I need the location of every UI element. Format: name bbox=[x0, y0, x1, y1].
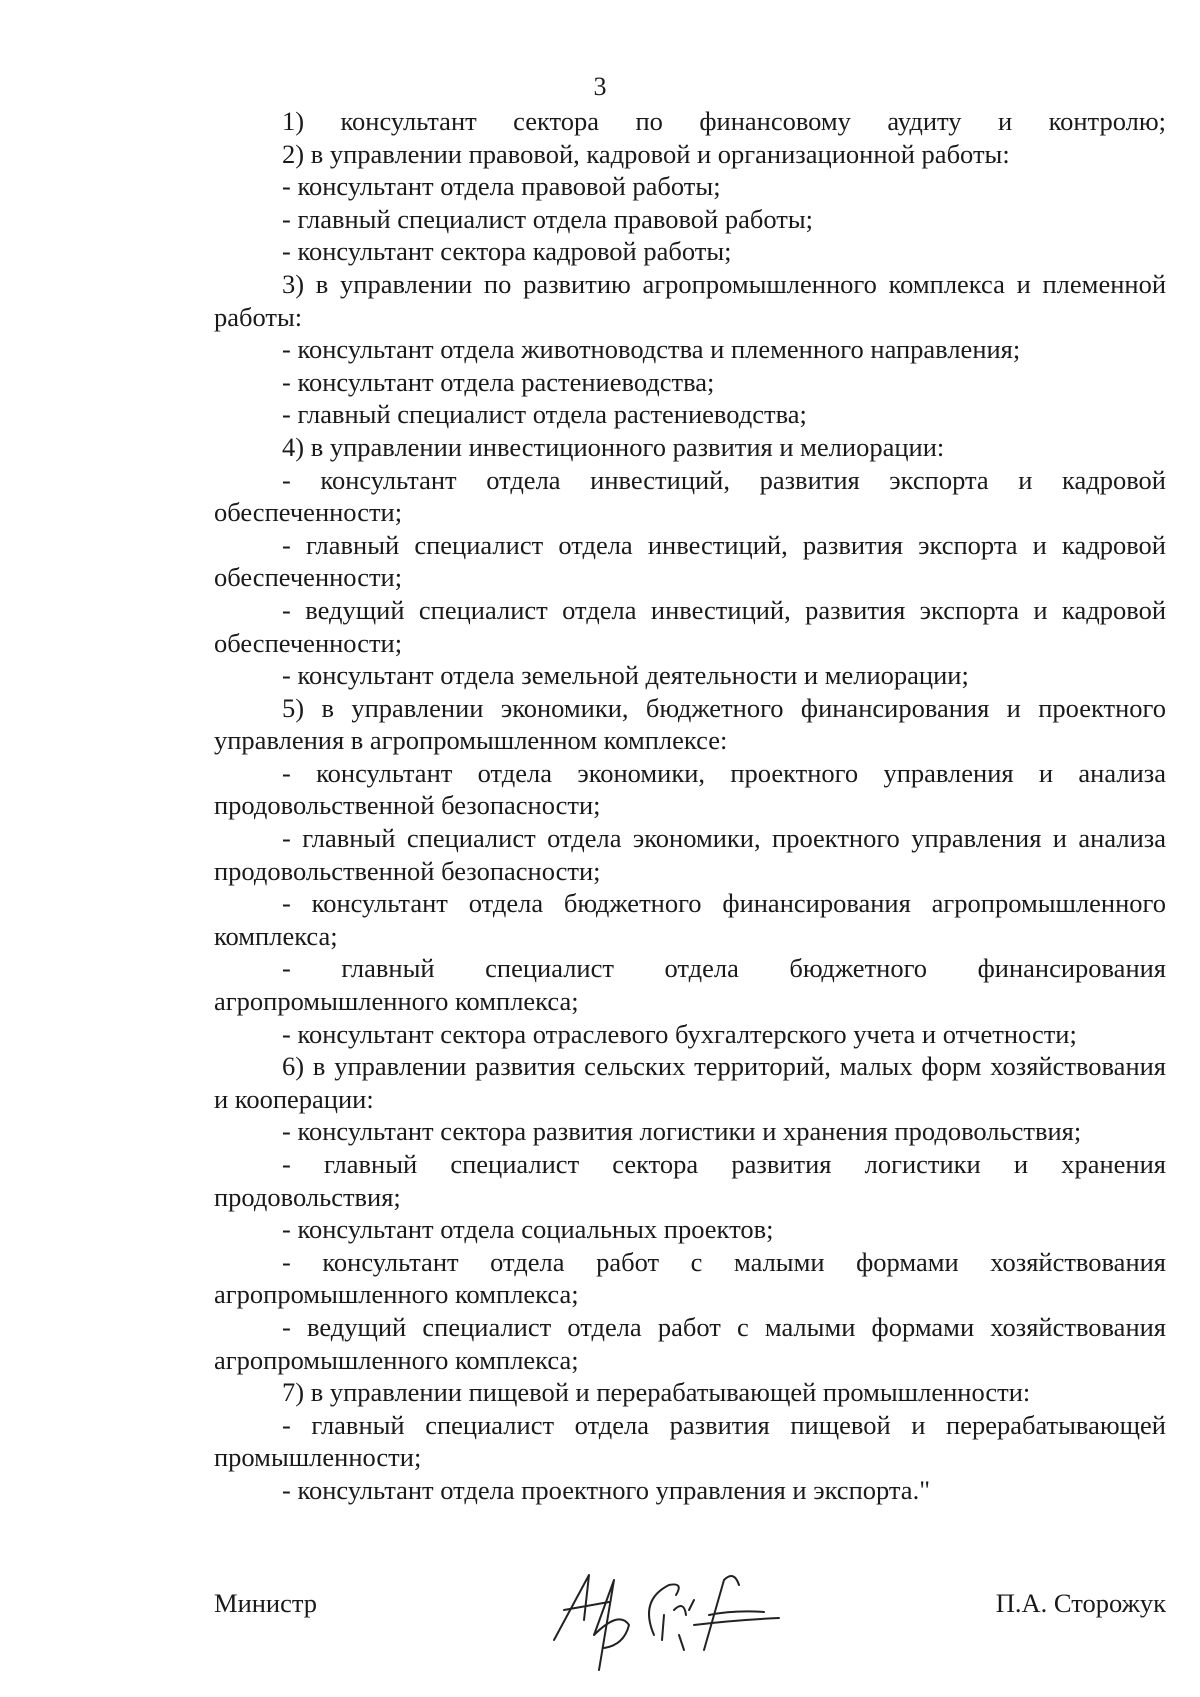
document-body bbox=[214, 105, 1166, 1507]
handwritten-signature bbox=[534, 1540, 794, 1680]
paragraph: - консультант отдела проектного управления и экспорта." bbox=[282, 1474, 931, 1505]
paragraph: - ведущий специалист отдела работ с малыми формами хозяйствования агропромышленного комплекса; bbox=[214, 1311, 1166, 1375]
paragraph: 2) в управлении правовой, кадровой и организационной работы: bbox=[282, 138, 1010, 169]
paragraph: 7) в управлении пищевой и перерабатывающей промышленности: bbox=[282, 1377, 1031, 1408]
paragraph: - консультант отдела правовой работы; bbox=[282, 171, 721, 202]
paragraph: 4) в управлении инвестиционного развития и мелиорации: bbox=[282, 431, 945, 462]
paragraph: - консультант отдела животноводства и племенного направления; bbox=[282, 334, 1021, 365]
paragraph: 5) в управлении экономики, бюджетного финансирования и проектного управления в агропромышленном комплексе: bbox=[214, 692, 1166, 756]
signatory-name: П.А. Сторожук bbox=[995, 1588, 1166, 1618]
signature-block bbox=[214, 1560, 1166, 1680]
paragraph: - консультант отдела земельной деятельности и мелиорации; bbox=[282, 660, 969, 691]
paragraph: - главный специалист отдела экономики, проектного управления и анализа продовольственной безопасности; bbox=[214, 823, 1166, 886]
paragraph: - консультант сектора кадровой работы; bbox=[282, 236, 732, 267]
paragraph: - главный специалист отдела растениеводства; bbox=[282, 399, 807, 430]
paragraph: 1) консультант сектора по финансовому аудиту и контролю; bbox=[282, 106, 1166, 136]
paragraph: 6) в управлении развития сельских территорий, малых форм хозяйствования и кооперации: bbox=[214, 1051, 1166, 1114]
paragraph: - консультант отдела бюджетного финансирования агропромышленного комплекса; bbox=[214, 888, 1166, 951]
paragraph: - главный специалист сектора развития логистики и хранения продовольствия; bbox=[214, 1149, 1166, 1212]
paragraph: - консультант сектора отраслевого бухгалтерского учета и отчетности; bbox=[282, 1018, 1077, 1049]
paragraph: - главный специалист отдела инвестиций, развития экспорта и кадровой обеспеченности; bbox=[214, 529, 1166, 593]
paragraph: - главный специалист отдела правовой работы; bbox=[282, 203, 813, 234]
paragraph: - главный специалист отдела бюджетного финансирования агропромышленного комплекса; bbox=[214, 953, 1166, 1017]
paragraph: - консультант отдела инвестиций, развития экспорта и кадровой обеспеченности; bbox=[214, 464, 1166, 528]
paragraph: 3) в управлении по развитию агропромышленного комплекса и племенной работы: bbox=[214, 268, 1166, 332]
paragraph: - консультант сектора развития логистики и хранения продовольствия; bbox=[282, 1116, 1082, 1147]
paragraph: - консультант отдела растениеводства; bbox=[282, 366, 715, 397]
page-number: 3 bbox=[593, 72, 607, 101]
paragraph: - ведущий специалист отдела инвестиций, развития экспорта и кадровой обеспеченности; bbox=[214, 594, 1166, 658]
paragraph: - главный специалист отдела развития пищевой и перерабатывающей промышленности; bbox=[214, 1409, 1166, 1473]
signatory-title: Министр bbox=[214, 1588, 318, 1618]
paragraph: - консультант отдела работ с малыми формами хозяйствования агропромышленного комплекса; bbox=[214, 1246, 1166, 1310]
paragraph: - консультант отдела экономики, проектного управления и анализа продовольственной безопасности; bbox=[214, 757, 1166, 821]
paragraph: - консультант отдела социальных проектов; bbox=[282, 1214, 774, 1245]
